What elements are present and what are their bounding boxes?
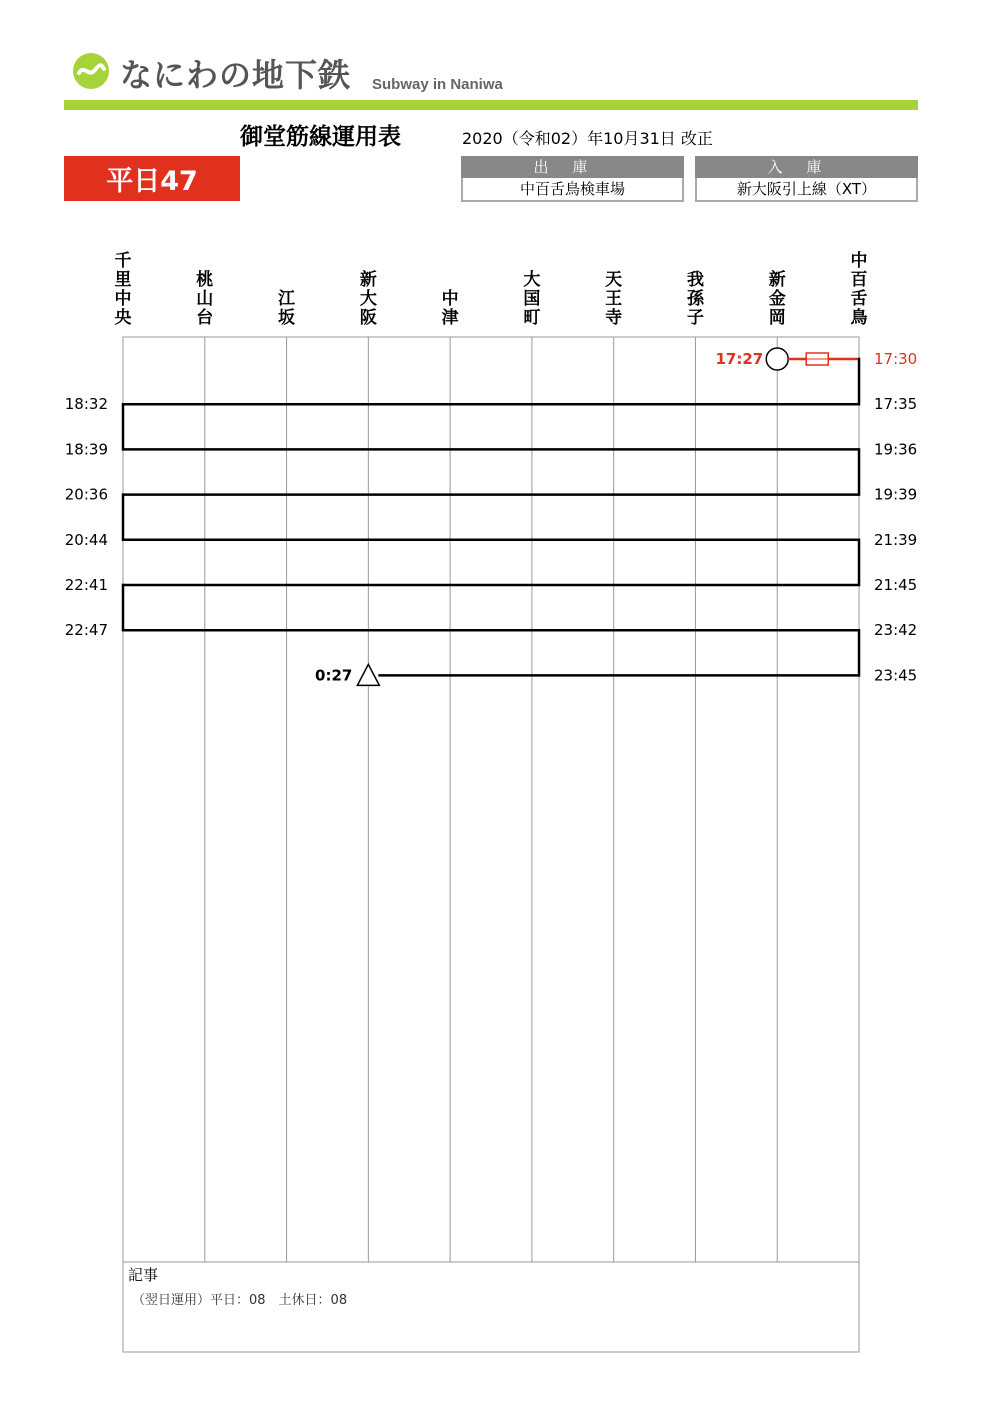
memo-label: 記事 — [128, 1266, 159, 1284]
page-title: 御堂筋線運用表 — [240, 124, 401, 150]
station-header: 天 王 寺 — [605, 270, 623, 328]
time-label: 22:41 — [64, 576, 108, 594]
station-header: 中 津 — [441, 289, 459, 328]
depot-in-value: 新大阪引上線（XT） — [695, 178, 918, 202]
depot-out-label: 出庫 — [461, 156, 684, 178]
time-label: 20:44 — [64, 530, 108, 549]
diagram-frame — [123, 337, 859, 1352]
time-label: 0:27 — [315, 666, 353, 685]
time-label: 19:39 — [874, 485, 918, 504]
time-label: 17:35 — [874, 395, 918, 414]
time-label: 18:32 — [64, 395, 108, 414]
depot-in-label: 入庫 — [695, 156, 918, 178]
service-badge: 平日47 — [64, 156, 240, 201]
time-label: 21:45 — [874, 576, 918, 594]
station-header: 大 国 町 — [523, 270, 541, 328]
time-label: 21:39 — [874, 530, 918, 549]
memo-text: （翌日運用）平日：08 土休日：08 — [132, 1293, 348, 1308]
revision-date: 2020（令和02）年10月31日 改正 — [462, 129, 713, 148]
time-label: 23:45 — [874, 666, 918, 685]
station-header: 新 大 阪 — [359, 270, 377, 328]
brand-subtitle: Subway in Naniwa — [372, 76, 503, 93]
time-label: 22:47 — [64, 621, 108, 640]
time-label: 18:39 — [64, 440, 108, 459]
brand-name: なにわの地下鉄 — [120, 56, 352, 94]
station-header: 江 坂 — [278, 289, 296, 328]
depart-depot-marker — [766, 348, 788, 370]
station-header: 中 百 舌 鳥 — [850, 251, 868, 328]
time-label: 17:30 — [874, 350, 918, 368]
station-header: 新 金 岡 — [768, 270, 786, 328]
time-label: 17:27 — [715, 350, 764, 368]
depot-arrival-marker — [357, 664, 379, 685]
depot-out-value: 中百舌鳥検車場 — [461, 178, 684, 202]
station-header: 我 孫 子 — [686, 270, 704, 328]
time-label: 19:36 — [874, 440, 918, 459]
time-label: 23:42 — [874, 621, 918, 640]
station-header: 桃 山 台 — [196, 270, 214, 328]
station-header: 千 里 中 央 — [114, 251, 132, 328]
time-label: 20:36 — [64, 485, 108, 504]
